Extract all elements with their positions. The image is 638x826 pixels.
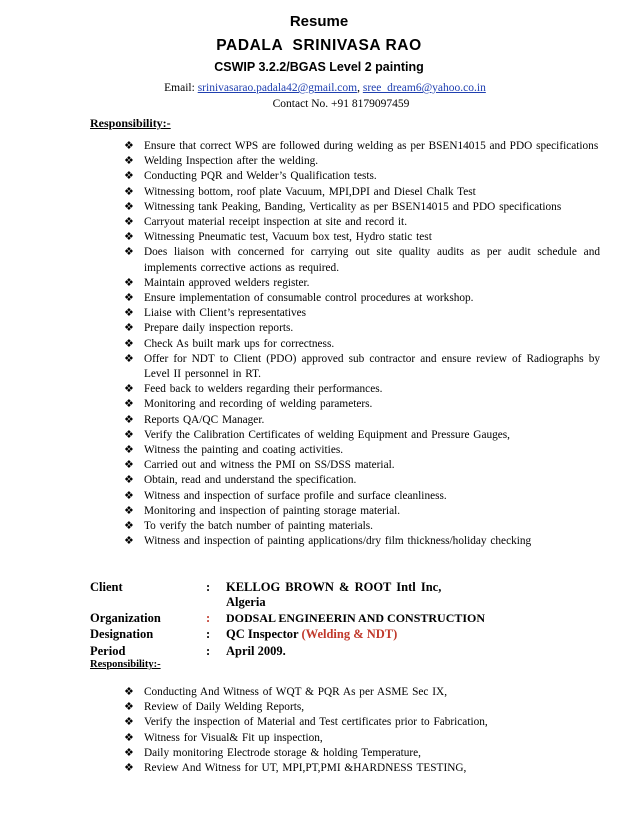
list-item-text: Witnessing tank Peaking, Banding, Verticality as per BSEN14015 and PDO specifications	[144, 200, 562, 213]
list-item	[124, 489, 600, 504]
list-item	[124, 458, 600, 473]
responsibility-heading: Responsibility:-	[90, 116, 171, 130]
list-item-text: Witness and inspection of surface profile and surface cleanliness.	[144, 489, 447, 502]
list-item-text: Witnessing bottom, roof plate Vacuum, MPI,DPI and Diesel Chalk Test	[144, 185, 476, 198]
list-item	[124, 200, 600, 215]
list-item-text: Welding Inspection after the welding.	[144, 155, 319, 168]
list-item	[124, 746, 600, 761]
diamond-bullet-icon: ❖	[124, 231, 134, 244]
list-item	[124, 534, 600, 549]
list-item-text: Carryout material receipt inspection at site and record it.	[144, 216, 408, 229]
diamond-bullet-icon: ❖	[124, 474, 134, 487]
list-item	[124, 321, 600, 336]
diamond-bullet-icon: ❖	[124, 489, 134, 502]
list-item	[124, 215, 600, 230]
designation-colon: :	[206, 627, 211, 641]
list-item-text: Prepare daily inspection reports.	[144, 322, 294, 335]
list-item-text: Witness and inspection of painting applications/dry film thickness/holiday checking	[144, 535, 532, 548]
list-item	[124, 443, 600, 458]
list-item	[124, 352, 600, 382]
list-item-text: Offer for NDT to Client (PDO) approved sub contractor and ensure review of Radiographs by Level II personnel in RT.	[144, 352, 600, 381]
email-separator: ,	[357, 82, 360, 94]
diamond-bullet-icon: ❖	[124, 292, 134, 305]
diamond-bullet-icon: ❖	[124, 352, 134, 365]
list-item	[124, 519, 600, 534]
designation-row	[90, 627, 610, 644]
list-item	[124, 276, 600, 291]
list-item-text: Witnessing Pneumatic test, Vacuum box test, Hydro static test	[144, 231, 432, 244]
list-item-text: Maintain approved welders register.	[144, 276, 310, 289]
list-item-text: Ensure implementation of consumable control procedures at workshop.	[144, 292, 474, 305]
candidate-name: PADALA SRINIVASA RAO	[216, 37, 422, 54]
list-item-text: Monitoring and inspection of painting storage material.	[144, 504, 401, 517]
list-item	[124, 700, 600, 715]
list-item-text: Witness for Visual& Fit up inspection,	[144, 731, 323, 744]
list-item-text: To verify the batch number of painting materials.	[144, 520, 373, 533]
list-item-text: Conducting And Witness of WQT & PQR As per ASME Sec IX,	[144, 686, 448, 698]
diamond-bullet-icon: ❖	[124, 535, 134, 548]
list-item-text: Witness the painting and coating activities.	[144, 444, 344, 457]
certification: CSWIP 3.2.2/BGAS Level 2 painting	[214, 60, 424, 74]
diamond-bullet-icon: ❖	[124, 307, 134, 320]
list-item	[124, 139, 600, 154]
contact-number: Contact No. +91 8179097459	[272, 98, 410, 110]
list-item	[124, 185, 600, 200]
list-item	[124, 715, 600, 730]
list-item-text: Review of Daily Welding Reports,	[144, 701, 305, 714]
responsibility-list	[124, 139, 600, 549]
diamond-bullet-icon: ❖	[124, 731, 134, 744]
list-item	[124, 685, 600, 700]
list-item	[124, 397, 600, 412]
resume-title: Resume	[289, 13, 349, 30]
organization-value: DODSAL ENGINEERIN AND CONSTRUCTION	[226, 611, 486, 625]
list-item-text: Conducting PQR and Welder’s Qualification tests.	[144, 170, 377, 183]
list-item	[124, 169, 600, 184]
organization-row	[90, 611, 610, 628]
list-item	[124, 731, 600, 746]
diamond-bullet-icon: ❖	[124, 246, 134, 259]
diamond-bullet-icon: ❖	[124, 155, 134, 168]
list-item-text: Verify the Calibration Certificates of welding Equipment and Pressure Gauges,	[144, 428, 511, 441]
designation-detail: (Welding & NDT)	[301, 627, 398, 641]
period-row	[90, 644, 610, 661]
list-item	[124, 473, 600, 488]
diamond-bullet-icon: ❖	[124, 185, 134, 198]
diamond-bullet-icon: ❖	[124, 459, 134, 472]
designation-value: QC Inspector	[226, 627, 299, 641]
diamond-bullet-icon: ❖	[124, 140, 134, 152]
diamond-bullet-icon: ❖	[124, 170, 134, 183]
diamond-bullet-icon: ❖	[124, 716, 134, 729]
list-item	[124, 230, 600, 245]
list-item-text: Reports QA/QC Manager.	[144, 413, 265, 426]
diamond-bullet-icon: ❖	[124, 686, 134, 698]
email-link-primary[interactable]: srinivasarao.padala42@gmail.com	[197, 82, 358, 94]
client-label: Client	[90, 580, 123, 594]
list-item-text: Obtain, read and understand the specification.	[144, 474, 357, 487]
organization-colon: :	[206, 611, 211, 625]
email-link-secondary[interactable]: sree_dream6@yahoo.co.in	[362, 82, 486, 94]
designation-value-wrap	[226, 627, 397, 642]
list-item	[124, 291, 600, 306]
list-item	[124, 154, 600, 169]
list-item-text: Feed back to welders regarding their performances.	[144, 383, 383, 396]
responsibility-heading-2: Responsibility:-	[90, 659, 161, 670]
list-item	[124, 761, 600, 776]
list-item-text: Carried out and witness the PMI on SS/DSS material.	[144, 459, 395, 472]
period-value: April 2009.	[226, 644, 286, 658]
diamond-bullet-icon: ❖	[124, 413, 134, 426]
client-location: Algeria	[226, 595, 266, 609]
diamond-bullet-icon: ❖	[124, 337, 134, 350]
list-item-text: Check As built mark ups for correctness.	[144, 337, 335, 350]
list-item	[124, 245, 600, 275]
email-label: Email:	[164, 82, 195, 94]
diamond-bullet-icon: ❖	[124, 701, 134, 714]
list-item-text: Does liaison with concerned for carrying out site quality audits as per audit schedule and implements corrective actions as required.	[144, 246, 600, 274]
list-item-text: Liaise with Client’s representatives	[144, 307, 307, 320]
list-item	[124, 413, 600, 428]
diamond-bullet-icon: ❖	[124, 322, 134, 335]
diamond-bullet-icon: ❖	[124, 200, 134, 213]
list-item-text: Daily monitoring Electrode storage & holding Temperature,	[144, 746, 421, 759]
diamond-bullet-icon: ❖	[124, 383, 134, 396]
email-line	[6, 82, 638, 94]
list-item	[124, 306, 600, 321]
period-label: Period	[90, 644, 126, 658]
list-item-text: Ensure that correct WPS are followed during welding as per BSEN14015 and PDO specifications	[144, 140, 599, 152]
client-row-2	[90, 595, 610, 612]
organization-label: Organization	[90, 611, 161, 625]
period-colon: :	[206, 644, 211, 658]
list-item	[124, 504, 600, 519]
diamond-bullet-icon: ❖	[124, 276, 134, 289]
responsibility-list-2	[124, 685, 600, 776]
diamond-bullet-icon: ❖	[124, 398, 134, 411]
list-item-text: Monitoring and recording of welding parameters.	[144, 398, 373, 411]
list-item-text: Verify the inspection of Material and Test certificates prior to Fabrication,	[144, 716, 488, 729]
diamond-bullet-icon: ❖	[124, 216, 134, 229]
diamond-bullet-icon: ❖	[124, 444, 134, 457]
diamond-bullet-icon: ❖	[124, 520, 134, 533]
list-item-text: Review And Witness for UT, MPI,PT,PMI &HARDNESS TESTING,	[144, 762, 467, 775]
designation-label: Designation	[90, 627, 154, 641]
diamond-bullet-icon: ❖	[124, 504, 134, 517]
list-item	[124, 428, 600, 443]
diamond-bullet-icon: ❖	[124, 428, 134, 441]
diamond-bullet-icon: ❖	[124, 762, 134, 775]
list-item	[124, 382, 600, 397]
diamond-bullet-icon: ❖	[124, 746, 134, 759]
client-value: KELLOG BROWN & ROOT Intl Inc,	[226, 580, 442, 594]
client-colon: :	[206, 580, 211, 594]
list-item	[124, 337, 600, 352]
